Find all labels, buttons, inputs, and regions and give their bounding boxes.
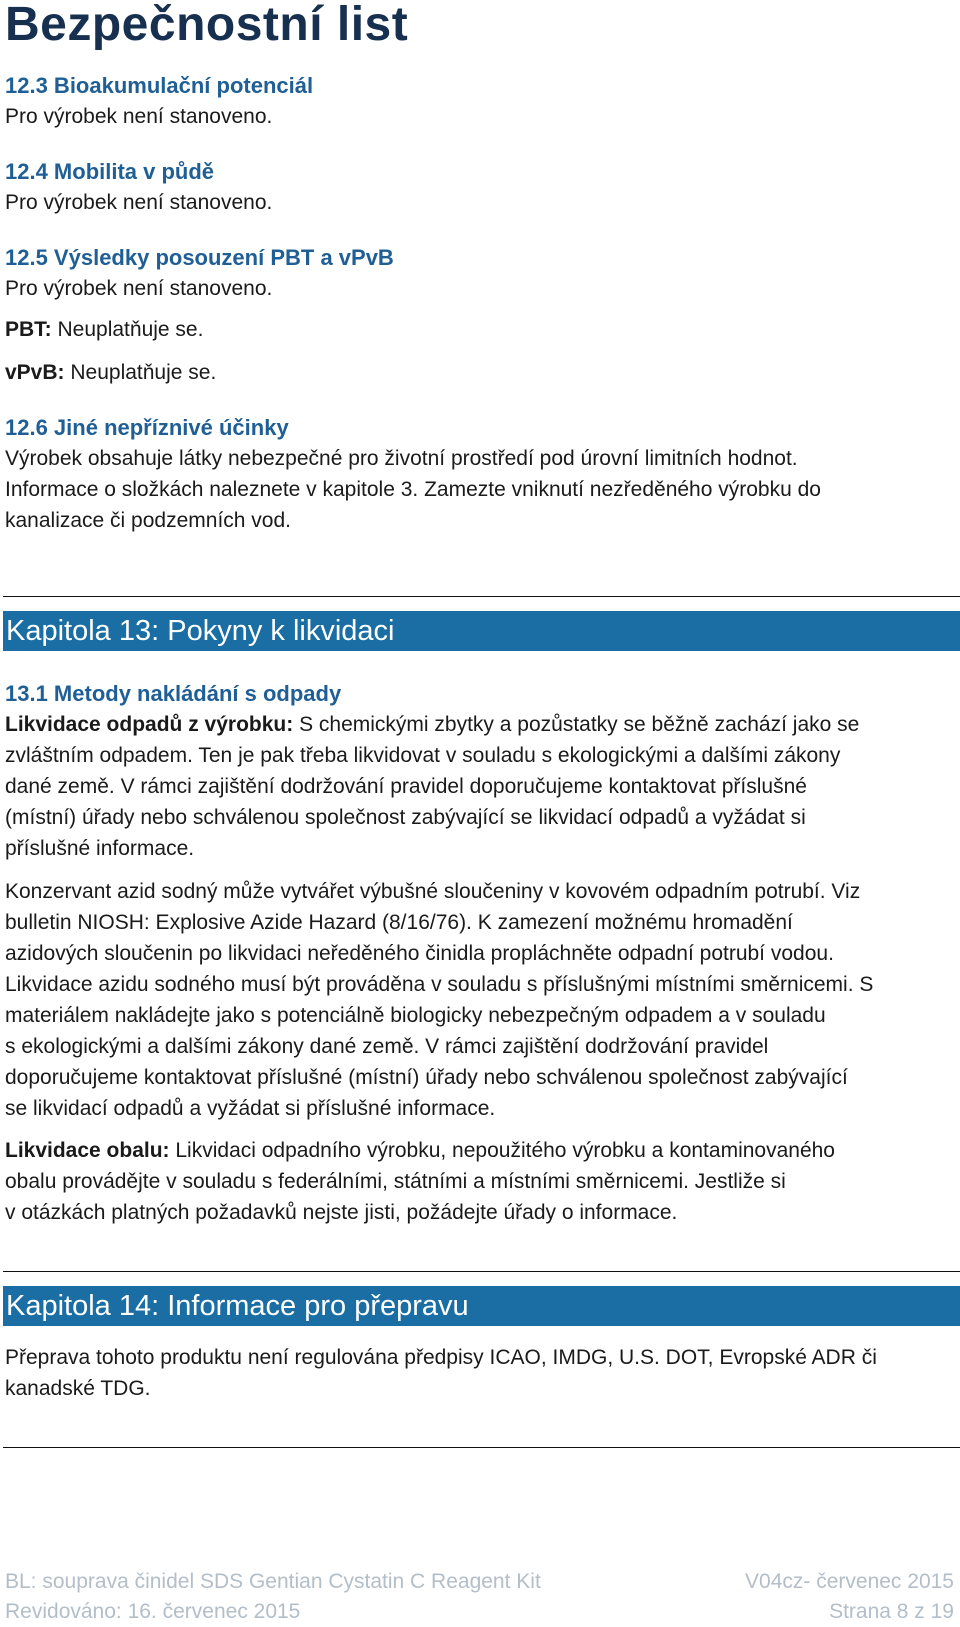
section-12-5-text: Pro výrobek není stanoveno. bbox=[5, 277, 273, 300]
section-12-6 bbox=[5, 412, 950, 536]
pbt-label: PBT: bbox=[5, 318, 52, 341]
section-12-6-heading: 12.6 Jiné nepříznivé účinky bbox=[5, 415, 289, 440]
footer-line-2 bbox=[5, 1597, 960, 1627]
section-divider bbox=[3, 596, 960, 597]
footer-page-number: Strana 8 z 19 bbox=[829, 1600, 954, 1623]
azide-line: Likvidace azidu sodného musí být prováděna v souladu s příslušnými místními směrnicemi. S bbox=[5, 973, 874, 996]
packaging-text: Likvidaci odpadního výrobku, nepoužitého výrobku a kontaminovaného bbox=[169, 1139, 835, 1162]
section-12-5-heading: 12.5 Výsledky posouzení PBT a vPvB bbox=[5, 245, 394, 270]
azide-line: s ekologickými a dalšími zákony dané země. V rámci zajištění dodržování pravidel bbox=[5, 1035, 769, 1058]
transport-paragraph bbox=[5, 1342, 950, 1404]
vpvb-line bbox=[5, 357, 950, 388]
section-12-3-heading: 12.3 Bioakumulační potenciál bbox=[5, 73, 314, 98]
waste-disposal-label: Likvidace odpadů z výrobku: bbox=[5, 713, 294, 736]
azide-line: Konzervant azid sodný může vytvářet výbušné sloučeniny v kovovém odpadním potrubí. Viz bbox=[5, 880, 861, 903]
azide-line: se likvidací odpadů a vyžádat si příslušné informace. bbox=[5, 1097, 496, 1120]
transport-line: Přeprava tohoto produktu není regulována předpisy ICAO, IMDG, U.S. DOT, Evropské ADR či bbox=[5, 1346, 877, 1369]
footer-revision-date: Revidováno: 16. červenec 2015 bbox=[5, 1600, 301, 1623]
pbt-value: Neuplatňuje se. bbox=[51, 318, 204, 341]
section-12-3-text: Pro výrobek není stanoveno. bbox=[5, 105, 273, 128]
document-title: Bezpečnostní list bbox=[5, 0, 409, 51]
section-12-5 bbox=[5, 242, 950, 304]
transport-line: kanadské TDG. bbox=[5, 1377, 151, 1400]
section-13-1-heading: 13.1 Metody nakládání s odpady bbox=[5, 681, 342, 706]
azide-line: doporučujeme kontaktovat příslušné (místní) úřady nebo schválenou společnost zabývající bbox=[5, 1066, 848, 1089]
waste-disposal-text: S chemickými zbytky a pozůstatky se běžně zachází jako se bbox=[293, 713, 860, 736]
packaging-paragraph bbox=[5, 1135, 950, 1228]
chapter-14-title-bar: Kapitola 14: Informace pro přepravu bbox=[3, 1286, 960, 1326]
azide-line: azidových sloučenin po likvidaci neředěného činidla propláchněte odpadní potrubí vodou. bbox=[5, 942, 834, 965]
waste-disposal-line: dané země. V rámci zajištění dodržování pravidel doporučujeme kontaktovat příslušné bbox=[5, 775, 807, 798]
waste-disposal-line: příslušné informace. bbox=[5, 837, 195, 860]
footer-document-name: BL: souprava činidel SDS Gentian Cystatin C Reagent Kit bbox=[5, 1570, 541, 1593]
packaging-line: v otázkách platných požadavků nejste jisti, požádejte úřady o informace. bbox=[5, 1201, 678, 1224]
section-divider bbox=[3, 1271, 960, 1272]
packaging-line: obalu provádějte v souladu s federálními, státními a místními směrnicemi. Jestliže si bbox=[5, 1170, 786, 1193]
chapter-13-title-bar: Kapitola 13: Pokyny k likvidaci bbox=[3, 611, 960, 651]
section-12-4-text: Pro výrobek není stanoveno. bbox=[5, 191, 273, 214]
waste-disposal-line: zvláštním odpadem. Ten je pak třeba likvidovat v souladu s ekologickými a dalšími zákony bbox=[5, 744, 841, 767]
section-12-4-heading: 12.4 Mobilita v půdě bbox=[5, 159, 215, 184]
footer-version: V04cz- červenec 2015 bbox=[745, 1570, 954, 1593]
waste-disposal-line bbox=[5, 709, 950, 740]
vpvb-value: Neuplatňuje se. bbox=[64, 361, 217, 384]
pbt-line bbox=[5, 314, 950, 345]
packaging-label: Likvidace obalu: bbox=[5, 1139, 170, 1162]
azide-line: materiálem nakládejte jako s potenciálně biologicky nebezpečným odpadem a v souladu bbox=[5, 1004, 826, 1027]
vpvb-label: vPvB: bbox=[5, 361, 65, 384]
section-12-3 bbox=[5, 70, 950, 132]
section-12-6-line: kanalizace či podzemních vod. bbox=[5, 509, 291, 532]
section-divider bbox=[3, 1447, 960, 1448]
section-12-4 bbox=[5, 156, 950, 218]
packaging-line bbox=[5, 1135, 950, 1166]
azide-paragraph bbox=[5, 876, 950, 1124]
footer-line-1 bbox=[5, 1567, 960, 1597]
waste-disposal-line: (místní) úřady nebo schválenou společnost zabývající se likvidací odpadů a vyžádat si bbox=[5, 806, 806, 829]
azide-line: bulletin NIOSH: Explosive Azide Hazard (8/16/76). K zamezení možnému hromadění bbox=[5, 911, 793, 934]
section-12-6-line: Informace o složkách naleznete v kapitole 3. Zamezte vniknutí nezředěného výrobku do bbox=[5, 478, 821, 501]
section-13-1 bbox=[5, 678, 950, 864]
section-12-6-line: Výrobek obsahuje látky nebezpečné pro životní prostředí pod úrovní limitních hodnot. bbox=[5, 447, 798, 470]
